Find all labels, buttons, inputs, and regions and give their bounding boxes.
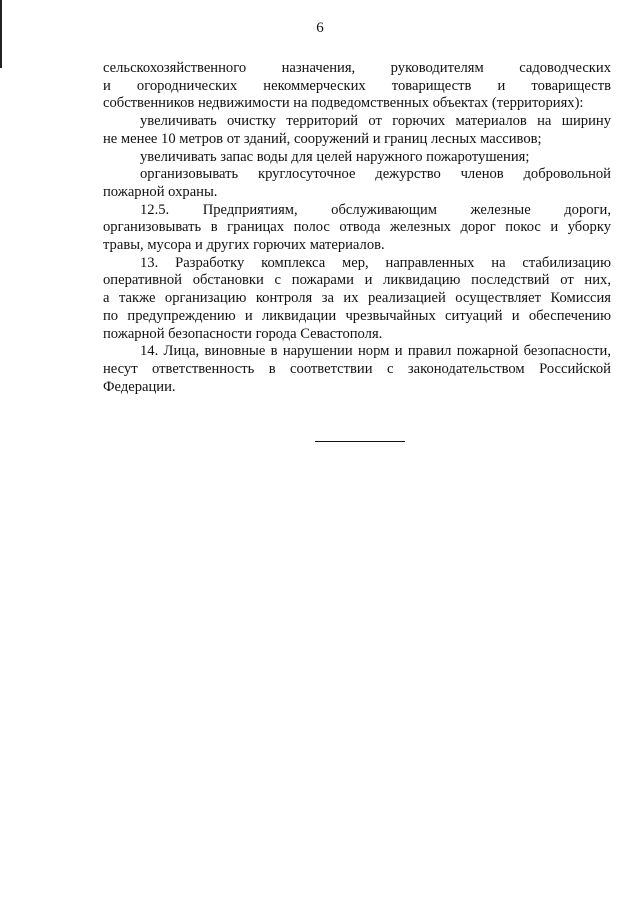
- text-line: и огороднических некоммерческих товариществ и товариществ: [103, 77, 611, 94]
- text-line: Федерации.: [103, 378, 176, 395]
- text-line: организовывать круглосуточное дежурство членов добровольной: [140, 166, 611, 183]
- text-line: не менее 10 метров от зданий, сооружений и границ лесных массивов;: [103, 130, 542, 147]
- text-line: 14. Лица, виновные в нарушении норм и правил пожарной безопасности,: [140, 343, 611, 360]
- text-line: а также организацию контроля за их реализацией осуществляет Комиссия: [103, 290, 611, 307]
- text-line: несут ответственность в соответствии с законодательством Российской: [103, 360, 611, 377]
- text-line: пожарной безопасности города Севастополя.: [103, 325, 383, 342]
- text-line: травы, мусора и других горючих материалов.: [103, 237, 385, 254]
- text-line: оперативной обстановки с пожарами и ликвидацию последствий от них,: [103, 272, 611, 289]
- text-line: сельскохозяйственного назначения, руководителям садоводческих: [103, 60, 611, 76]
- page-number: 6: [316, 20, 324, 36]
- text-line: 12.5. Предприятиям, обслуживающим железные дороги,: [140, 201, 611, 218]
- text-line: собственников недвижимости на подведомственных объектах (территориях):: [103, 95, 584, 112]
- text-line: организовывать в границах полос отвода железных дорог покос и уборку: [103, 219, 611, 236]
- text-line: увеличивать очистку территорий от горючих материалов на ширину: [140, 113, 611, 130]
- text-line: пожарной охраны.: [103, 183, 218, 200]
- closing-rule: [315, 441, 405, 442]
- text-line: по предупреждению и ликвидации чрезвычайных ситуаций и обеспечению: [103, 307, 611, 324]
- text-line: увеличивать запас воды для целей наружного пожаротушения;: [140, 148, 530, 165]
- text-line: 13. Разработку комплекса мер, направленных на стабилизацию: [140, 254, 611, 271]
- document-body: [103, 60, 611, 396]
